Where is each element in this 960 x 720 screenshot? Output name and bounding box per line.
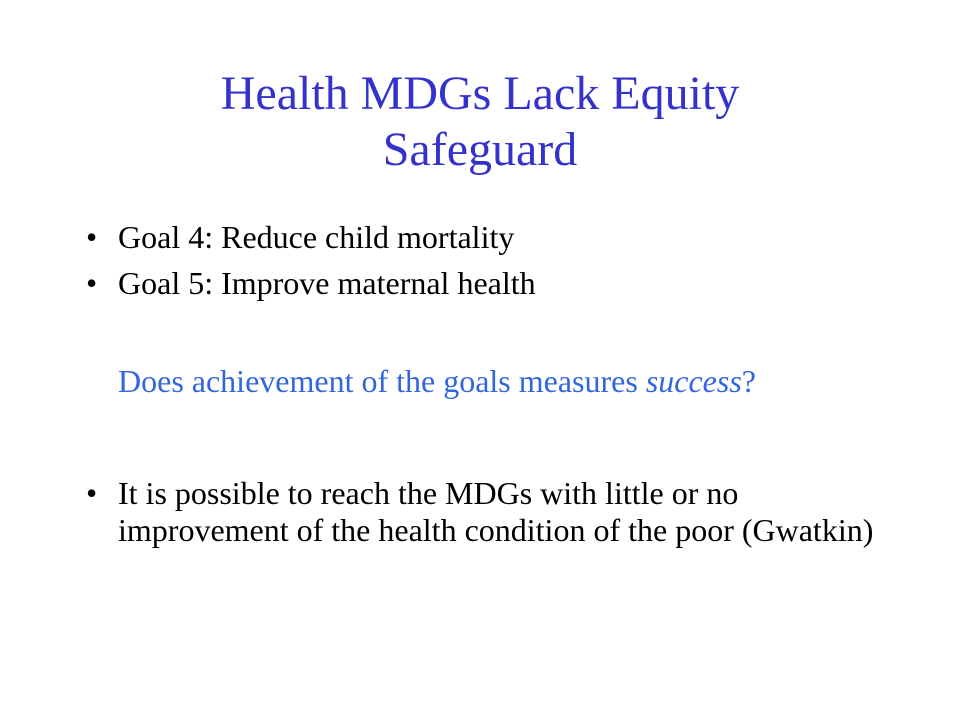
- bullet-text: Goal 5: Improve maternal health: [118, 265, 536, 301]
- question-emphasis: success: [645, 363, 742, 399]
- bullet-dot: •: [86, 265, 98, 301]
- bullet-gwatkin: [86, 475, 886, 549]
- slide-title-line-1: Health MDGs Lack Equity: [220, 67, 740, 120]
- bullet-text: It is possible to reach the MDGs with little or no improvement of the health condition of the poor (Gwatkin): [118, 475, 874, 548]
- slide-title: [80, 66, 880, 178]
- question-text: [118, 363, 756, 400]
- slide-title-line-2: Safeguard: [382, 123, 578, 176]
- bullet-dot: •: [86, 475, 98, 511]
- question-after: ?: [741, 363, 756, 399]
- question-before: Does achievement of the goals measures: [118, 363, 646, 399]
- bullet-text: Goal 4: Reduce child mortality: [118, 219, 515, 255]
- bullet-dot: •: [86, 219, 98, 255]
- bullet-goal-5: [86, 265, 886, 302]
- bullet-goal-4: [86, 219, 886, 256]
